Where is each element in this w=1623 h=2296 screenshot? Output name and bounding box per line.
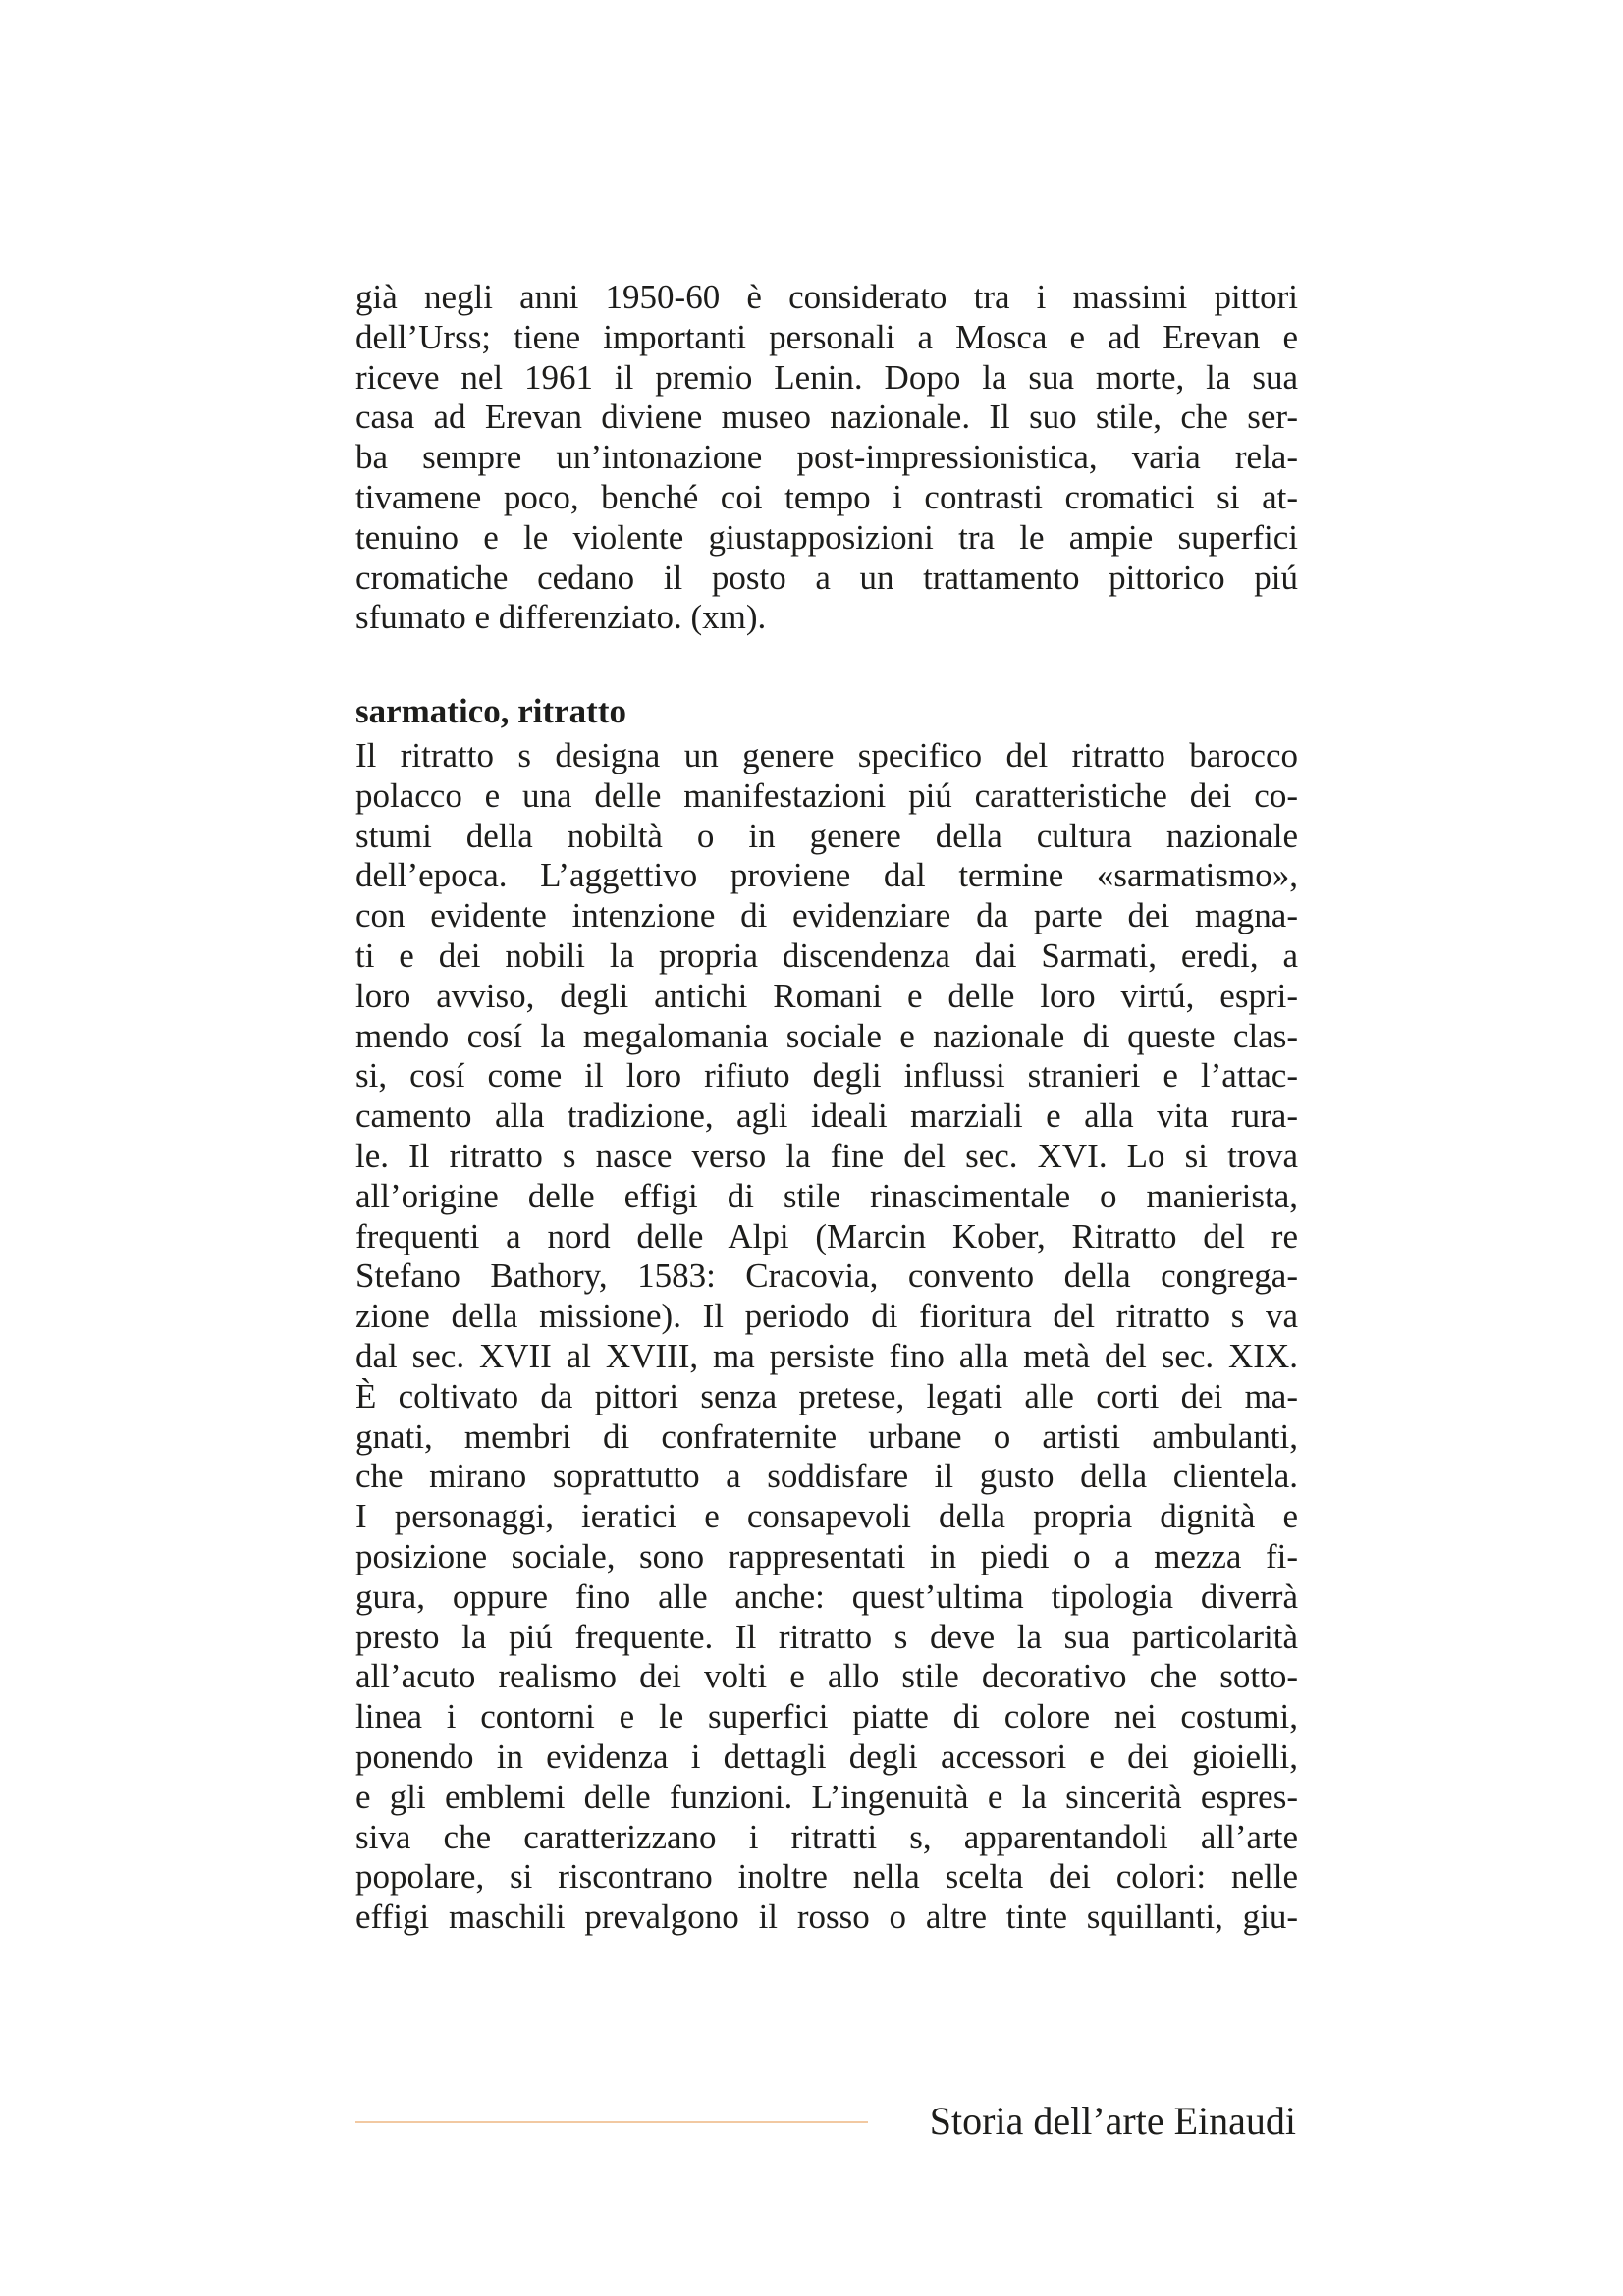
text-line: dell’epoca. L’aggettivo proviene dal termine «sarmatismo», <box>355 856 1298 895</box>
text-line: riceve nel 1961 il premio Lenin. Dopo la sua morte, la sua <box>355 357 1298 397</box>
text-line: zione della missione). Il periodo di fioritura del ritratto s va <box>355 1297 1298 1336</box>
text-line: tenuino e le violente giustapposizioni tra le ampie superfici <box>355 517 1298 557</box>
text-line: ponendo in evidenza i dettagli degli accessori e dei gioielli, <box>355 1736 1298 1776</box>
text-line: che mirano soprattutto a soddisfare il gusto della clientela. <box>355 1457 1298 1496</box>
text-line: gura, oppure fino alle anche: quest’ultima tipologia diverrà <box>355 1576 1298 1616</box>
text-line: stumi della nobiltà o in genere della cultura nazionale <box>355 816 1298 855</box>
text-line: Stefano Bathory, 1583: Cracovia, convento della congrega- <box>355 1256 1298 1296</box>
text-line: loro avviso, degli antichi Romani e delle loro virtú, espri- <box>355 976 1298 1015</box>
text-line: gnati, membri di confraternite urbane o artisti ambulanti, <box>355 1416 1298 1456</box>
text-line: dell’Urss; tiene importanti personali a Mosca e ad Erevan e <box>355 317 1298 356</box>
text-line: siva che caratterizzano i ritratti s, apparentandoli all’arte <box>355 1817 1298 1856</box>
text-line: mendo cosí la megalomania sociale e nazionale di queste clas- <box>355 1016 1298 1055</box>
text-line: posizione sociale, sono rappresentati in piedi o a mezza fi- <box>355 1536 1298 1575</box>
text-line: all’acuto realismo dei volti e allo stile decorativo che sotto- <box>355 1657 1298 1696</box>
text-line: frequenti a nord delle Alpi (Marcin Kober, Ritratto del re <box>355 1216 1298 1255</box>
entry-body <box>355 736 1298 1938</box>
text-line: si, cosí come il loro rifiuto degli influssi stranieri e l’attac- <box>355 1056 1298 1095</box>
text-line: I personaggi, ieratici e consapevoli della propria dignità e <box>355 1497 1298 1536</box>
text-line: dal sec. XVII al XVIII, ma persiste fino alla metà del sec. XIX. <box>355 1336 1298 1375</box>
text-line: popolare, si riscontrano inoltre nella scelta dei colori: nelle <box>355 1857 1298 1896</box>
text-line: È coltivato da pittori senza pretese, legati alle corti dei ma- <box>355 1376 1298 1415</box>
continuation-paragraph <box>355 278 1298 638</box>
footer-rule <box>355 2121 868 2123</box>
text-line: linea i contorni e le superfici piatte di colore nei costumi, <box>355 1697 1298 1736</box>
text-line: all’origine delle effigi di stile rinascimentale o manierista, <box>355 1176 1298 1215</box>
text-line: con evidente intenzione di evidenziare da parte dei magna- <box>355 896 1298 935</box>
text-line: tivamene poco, benché coi tempo i contrasti cromatici si at- <box>355 477 1298 516</box>
text-line: camento alla tradizione, agli ideali marziali e alla vita rura- <box>355 1096 1298 1136</box>
text-line: ba sempre un’intonazione post-impressionistica, varia rela- <box>355 438 1298 477</box>
text-line: e gli emblemi delle funzioni. L’ingenuità e la sincerità espres- <box>355 1777 1298 1816</box>
text-line: già negli anni 1950-60 è considerato tra i massimi pittori <box>355 278 1298 316</box>
text-line: ti e dei nobili la propria discendenza dai Sarmati, eredi, a <box>355 935 1298 975</box>
text-line: effigi maschili prevalgono il rosso o altre tinte squillanti, giu- <box>355 1897 1298 1937</box>
text-line: presto la piú frequente. Il ritratto s deve la sua particolarità <box>355 1617 1298 1656</box>
text-line: le. Il ritratto s nasce verso la fine del sec. XVI. Lo si trova <box>355 1136 1298 1175</box>
entry-heading: sarmatico, ritratto <box>355 692 626 730</box>
text-line: cromatiche cedano il posto a un trattamento pittorico piú <box>355 558 1298 597</box>
text-line: casa ad Erevan diviene museo nazionale. Il suo stile, che ser- <box>355 398 1298 437</box>
footer-publication-title: Storia dell’arte Einaudi <box>929 2099 1296 2143</box>
text-line: polacco e una delle manifestazioni piú caratteristiche dei co- <box>355 775 1298 815</box>
text-line: sfumato e differenziato. (xm). <box>355 598 767 637</box>
text-line: Il ritratto s designa un genere specifico del ritratto barocco <box>355 736 1298 774</box>
